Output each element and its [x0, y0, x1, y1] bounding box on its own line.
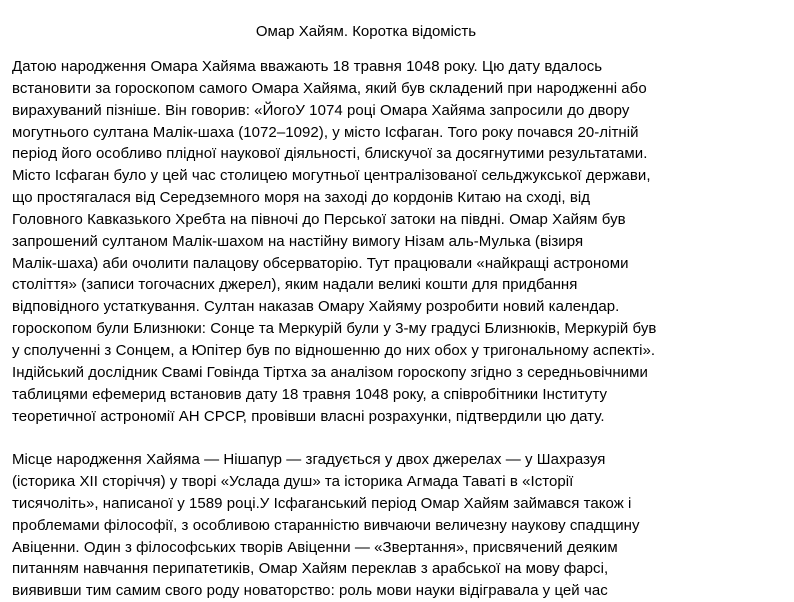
text-line: Авіценни. Один з філософських творів Авіценни — «Звертання», присвячений деяким — [12, 538, 618, 556]
text-line: Головного Кавказького Хребта на півночі до Перської затоки на півдні. Омар Хайям був — [12, 210, 626, 228]
text-line: століття» (записи тогочасних джерел), яким надали великі кошти для придбання — [12, 276, 578, 294]
text-line: таблицями ефемерид встановив дату 18 травня 1048 року, а співробітники Інституту — [12, 385, 608, 403]
text-line: Місце народження Хайяма — Нішапур — згадується у двох джерелах — у Шахразуя — [12, 451, 606, 469]
text-line: Місто Ісфаган було у цей час столицею могутньої централізованої сельджукської держави, — [12, 167, 651, 185]
text-line: встановити за гороскопом самого Омара Хайяма, який був складений при народженні або — [12, 79, 647, 97]
text-line: питанням навчання перипатетиків, Омар Хайям переклав з арабської на мову фарсі, — [12, 560, 609, 578]
text-line: період його особливо плідної наукової діяльності, блискучої за досягнутими результатами. — [12, 145, 648, 163]
page-title: Омар Хайям. Коротка відомість — [255, 23, 477, 40]
text-line: проблемами філософії, з особливою старанністю вивчаючи величезну наукову спадщину — [12, 516, 640, 534]
text-line: виявивши тим самим свого роду новаторство: роль мови науки відігравала у цей час — [12, 582, 608, 600]
document-body — [12, 56, 792, 602]
text-line: відповідного устаткування. Султан наказав Омару Хайяму розробити новий календар. — [12, 298, 620, 316]
text-line: Індійський дослідник Свамі Говінда Тіртха за аналізом гороскопу згідно з середньовічними — [12, 363, 648, 381]
paragraph-birthplace — [12, 449, 792, 602]
paragraph-spacer — [12, 427, 792, 449]
text-line: гороскопом були Близнюки: Сонце та Меркурій були у 3-му градусі Близнюків, Меркурій був — [12, 320, 657, 338]
text-line: (історика XII сторіччя) у творі «Услада душ» та історика Агмада Таваті в «Історії — [12, 473, 574, 491]
text-line: Малік-шаха) аби очолити палацову обсерваторію. Тут працювали «найкращі астрономи — [12, 254, 629, 272]
text-line: запрошений султаном Малік-шахом на настійну вимогу Нізам аль-Мулька (візиря — [12, 232, 584, 250]
text-line: що простягалася від Середземного моря на заході до кордонів Китаю на сході, від — [12, 189, 591, 207]
paragraph-birth-date — [12, 56, 792, 427]
text-line: вирахуваний пізніше. Він говорив: «ЙогоУ 1074 році Омара Хайяма запросили до двору — [12, 101, 630, 119]
text-line: у сполученні з Сонцем, а Юпітер був по відношенню до них обох у тригональному аспекті». — [12, 341, 656, 359]
text-line: теоретичної астрономії АН СРСР, провівши власні розрахунки, підтвердили цю дату. — [12, 407, 605, 425]
text-line: тисячоліть», написаної у 1589 році.У Ісфаганський період Омар Хайям займався також і — [12, 494, 632, 512]
text-line: могутнього султана Малік-шаха (1072–1092), у місто Ісфаган. Того року почався 20-літній — [12, 123, 639, 141]
text-line: Датою народження Омара Хайяма вважають 18 травня 1048 року. Цю дату вдалось — [12, 58, 603, 75]
